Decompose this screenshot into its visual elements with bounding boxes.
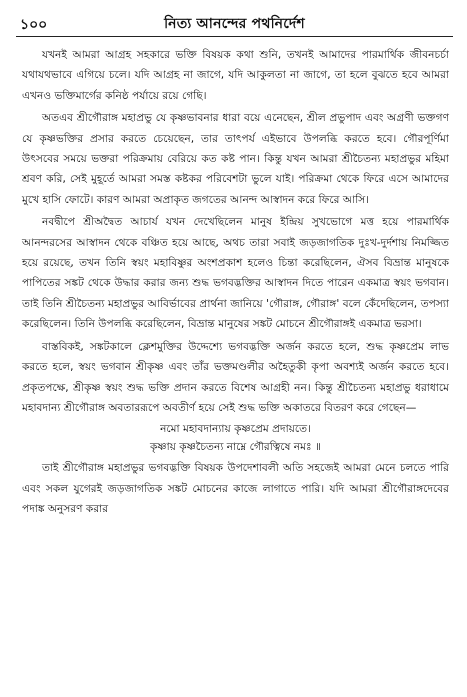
page-header — [16, 6, 453, 37]
verse-line-1: নমো মহাবদান্যায় কৃষ্ণপ্রেম প্রদায়তে। — [160, 423, 311, 436]
sanskrit-verse — [22, 420, 449, 456]
running-title: নিত্য আনন্দের পথনির্দেশ — [164, 16, 305, 32]
verse-line-2: কৃষ্ণায় কৃষ্ণচৈতন্য নাম্নে গৌরত্বিষে নমঃ ॥ — [149, 441, 321, 454]
paragraph-1: যখনই আমরা আগ্রহ সহকারে ভক্তি বিষয়ক কথা শুনি, তখনই আমাদের পারমার্থিক জীবনচর্চা যথাযথভাবে এগিয়ে চলে। যদি আগ্রহ না জাগে, যদি আকুলতা না জাগে, তা হলে বুঝতে হবে আমরা এখনও ভক্তিমার্গের কনিষ্ঠ পর্যায়ে রয়ে গেছি। — [22, 49, 449, 102]
paragraph-4: বাস্তবিকই, সঙ্কটকালে ক্লেশমুক্তির উদ্দেশ্যে ভগবদ্ভক্তি অর্জন করতে হলে, শুদ্ধ কৃষ্ণপ্রেম লাভ করতে হলে, স্বয়ং ভগবান শ্রীকৃষ্ণ এবং তাঁর ভক্তমণ্ডলীর অহৈতুকী কৃপা অবশ্যই অর্জন করতে হবে। প্রকৃতপক্ষে, শ্রীকৃষ্ণ স্বয়ং শুদ্ধ ভক্তি প্রদান করতে বিশেষ আগ্রহী নন। কিন্তু শ্রীচৈতন্য মহাপ্রভু ধরাধামে মহাবদান্য শ্রীগৌরাঙ্গ অবতাররূপে অবতীর্ণ হয়ে সেই শুদ্ধ ভক্তি অকাতরে বিতরণ করে গেছেন— — [22, 340, 449, 414]
paragraph-5: তাই শ্রীগৌরাঙ্গ মহাপ্রভুর ভগবদ্ভক্তি বিষয়ক উপদেশাবলী অতি সহজেই আমরা মেনে চলতে পারি এবং সকল যুগেরই জড়জাগতিক সঙ্কট মোচনের কাজে লাগাতে পারি। যদি আমরা শ্রীগৌরাঙ্গদেবের পদাঙ্ক অনুসরণ করার — [22, 462, 449, 516]
page-body — [16, 45, 453, 520]
page-number: ১০০ — [20, 17, 48, 33]
paragraph-2: অতএব শ্রীগৌরাঙ্গ মহাপ্রভু যে কৃষ্ণভাবনার ধারা বয়ে এনেছেন, শ্রীল প্রভুপাদ এবং অগ্রণী ভক্তগণ যে কৃষ্ণভক্তির প্রসার করতে চেয়েছেন, তার তাৎপর্য এইভাবে উপলব্ধি করতে হবে। গৌরপূর্ণিমা উৎসবের সময়ে ভক্তরা পরিক্রমায় বেরিয়ে কত কষ্ট পান। কিন্তু যখন আমরা শ্রীচৈতন্য মহাপ্রভুর মহিমা শ্রবণ করি, সেই মুহূর্তে আমরা সমস্ত কষ্টকর পরিবেশটা ভুলে যাই। পরিক্রমা থেকে ফিরে এসে আমাদের মুখে হাসি ফোটে। কারণ আমরা অপ্রাকৃত জগতের আনন্দ আস্বাদন করে ফিরে আসি। — [22, 112, 449, 206]
paragraph-3: নবদ্বীপে শ্রীঅদ্বৈত আচার্য যখন দেখেছিলেন মানুষ ইন্দ্রিয় সুখভোগে মত্ত হয়ে পারমার্থিক আনন্দরসের আস্বাদন থেকে বঞ্চিত হয়ে আছে, অথচ তারা সবাই জড়জাগতিক দুঃখ-দুর্দশায় নিমজ্জিত হয়ে রয়েছে, তখন তিনি স্বয়ং মহাবিষ্ণুর অংশপ্রকাশ হলেও চিন্তা করেছিলেন, ঐসব বিভ্রান্ত মানুষকে পাপিতের সঙ্কট থেকে উদ্ধার করার জন্য শুদ্ধ ভগবদ্ভক্তির আস্বাদন দিতে পারেন একমাত্র স্বয়ং ভগবান। তাই তিনি শ্রীচৈতন্য মহাপ্রভুর আবির্ভাবের প্রার্থনা জানিয়ে 'গৌরাঙ্গ, গৌরাঙ্গ' বলে কেঁদেছিলেন, তপস্যা করেছিলেন। তিনি উপলব্ধি করেছিলেন, বিভ্রান্ত মানুষের সঙ্কট মোচনে শ্রীগৌরাঙ্গই একমাত্র ভরসা। — [22, 216, 449, 331]
